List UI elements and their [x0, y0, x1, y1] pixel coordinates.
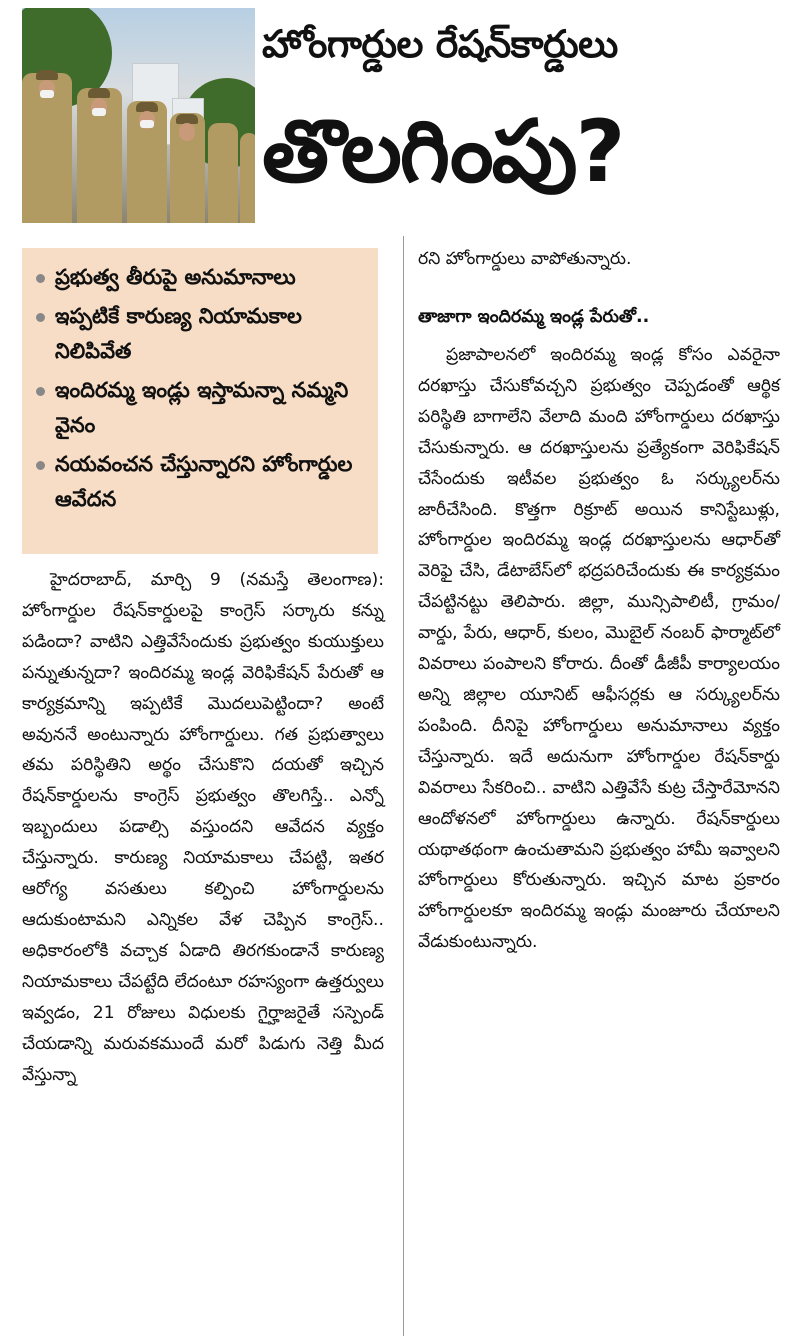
- highlight-item: [32, 299, 366, 369]
- highlight-item: [32, 260, 366, 295]
- bullet-icon: [36, 313, 45, 322]
- article-paragraph: హైదరాబాద్‌, మార్చి 9 (నమస్తే తెలంగాణ): హోంగార్డుల రేషన్‌కార్డులపై కాంగ్రెస్‌ సర్కారు కన్ను పడిందా? వాటిని ఎత్తివేసేందుకు ప్రభుత్వం కుయుక్తులు పన్నుతున్నదా? ఇందిరమ్మ ఇండ్ల వెరిఫికేషన్‌ పేరుతో ఆ కార్యక్రమాన్ని ఇప్పటికే మొదలుపెట్టిందా? అంటే అవుననే అంటున్నారు హోంగార్డులు. గత ప్రభుత్వాలు తమ పరిస్థితిని అర్థం చేసుకొని దయతో ఇచ్చిన రేషన్‌కార్డులను కాంగ్రెస్‌ ప్రభుత్వం తొలగిస్తే.. ఎన్నో ఇబ్బందులు పడాల్సి వస్తుందని ఆవేదన వ్యక్తం చేస్తున్నారు. కారుణ్య నియామకాలు చేపట్టి, ఇతర ఆరోగ్య వసతులు కల్పించి హోంగార్డులను ఆదుకుంటామని ఎన్నికల వేళ చెప్పిన కాంగ్రెస్‌.. అధికారంలోకి వచ్చాక ఏడాది తిరగకుండానే కారుణ్య నియామకాలు చేపట్టేది లేదంటూ రహస్యంగా ఉత్తర్వులు ఇవ్వడం, 21 రోజులు విధులకు గైర్హాజరైతే సస్పెండ్‌ చేయడాన్ని మరువకముందే మరో పిడుగు నెత్తి మీద వేస్తున్నా: [22, 570, 384, 1085]
- article-right-column: [418, 340, 780, 958]
- highlight-text: ఇందిరమ్మ ఇండ్లు ఇస్తామన్నా నమ్మని వైనం: [55, 378, 349, 437]
- homeguards-photo: [22, 8, 255, 223]
- article-subheading: తాజాగా ఇందిరమ్మ ఇండ్ల పేరుతో..: [418, 307, 650, 327]
- article-left-column: [22, 565, 384, 1090]
- highlights-box: [22, 248, 378, 554]
- highlight-text: నయవంచన చేస్తున్నారని హోంగార్డుల ఆవేదన: [55, 452, 353, 511]
- headline-line2: తొలగింపు?: [262, 102, 624, 202]
- bullet-icon: [36, 387, 45, 396]
- article-continuation: రని హోంగార్డులు వాపోతున్నారు.: [418, 249, 632, 269]
- bullet-icon: [36, 274, 45, 283]
- headline-line1: హోంగార్డుల రేషన్‌కార్డులు: [262, 22, 618, 66]
- highlight-item: [32, 447, 366, 517]
- highlight-text: ఇప్పటికే కారుణ్య నియామకాల నిలిపివేత: [55, 304, 302, 363]
- article-paragraph: ప్రజాపాలనలో ఇందిరమ్మ ఇండ్ల కోసం ఎవరైనా దరఖాస్తు చేసుకోవచ్చని ప్రభుత్వం చెప్పడంతో ఆర్థిక పరిస్థితి బాగాలేని వేలాది మంది హోంగార్డులు దరఖాస్తు చేసుకున్నారు. ఆ దరఖాస్తులను ప్రత్యేకంగా వెరిఫికేషన్‌ చేసేందుకు ఇటీవల ప్రభుత్వం ఓ సర్క్యులర్‌ను జారీచేసింది. కొత్తగా రిక్రూట్‌ అయిన కానిస్టేబుళ్లు, హోంగార్డుల ఇందిరమ్మ ఇండ్ల దరఖాస్తులను ఆధార్‌తో వెరిఫై చేసి, డేటాబేస్‌లో భద్రపరిచేందుకు ఈ కార్యక్రమం చేపట్టినట్టు తెలిపారు. జిల్లా, మున్సిపాలిటీ, గ్రామం/వార్డు, పేరు, ఆధార్‌, కులం, మొబైల్‌ నంబర్‌ ఫార్మాట్‌లో వివరాలు పంపాలని కోరారు. దీంతో డీజీపీ కార్యాలయం అన్ని జిల్లాల యూనిట్‌ ఆఫీసర్లకు ఆ సర్క్యులర్‌ను పంపింది. దీనిపై హోంగార్డులు అనుమానాలు వ్యక్తం చేస్తున్నారు. ఇదే అదునుగా హోంగార్డుల రేషన్‌కార్డు వివరాలు సేకరించి.. వాటిని ఎత్తివేసే కుట్ర చేస్తారేమోనని ఆందోళనలో హోంగార్డులు ఉన్నారు. రేషన్‌కార్డులు యథాతథంగా ఉంచుతామని ప్రభుత్వం హామీ ఇవ్వాలని హోంగార్డులు కోరుతున్నారు. ఇచ్చిన మాట ప్రకారం హోంగార్డులకూ ఇందిరమ్మ ఇండ్లు మంజూరు చేయాలని వేడుకుంటున్నారు.: [418, 345, 780, 953]
- column-divider: [403, 236, 404, 1336]
- highlight-item: [32, 373, 366, 443]
- highlight-text: ప్రభుత్వ తీరుపై అనుమానాలు: [55, 265, 296, 289]
- bullet-icon: [36, 461, 45, 470]
